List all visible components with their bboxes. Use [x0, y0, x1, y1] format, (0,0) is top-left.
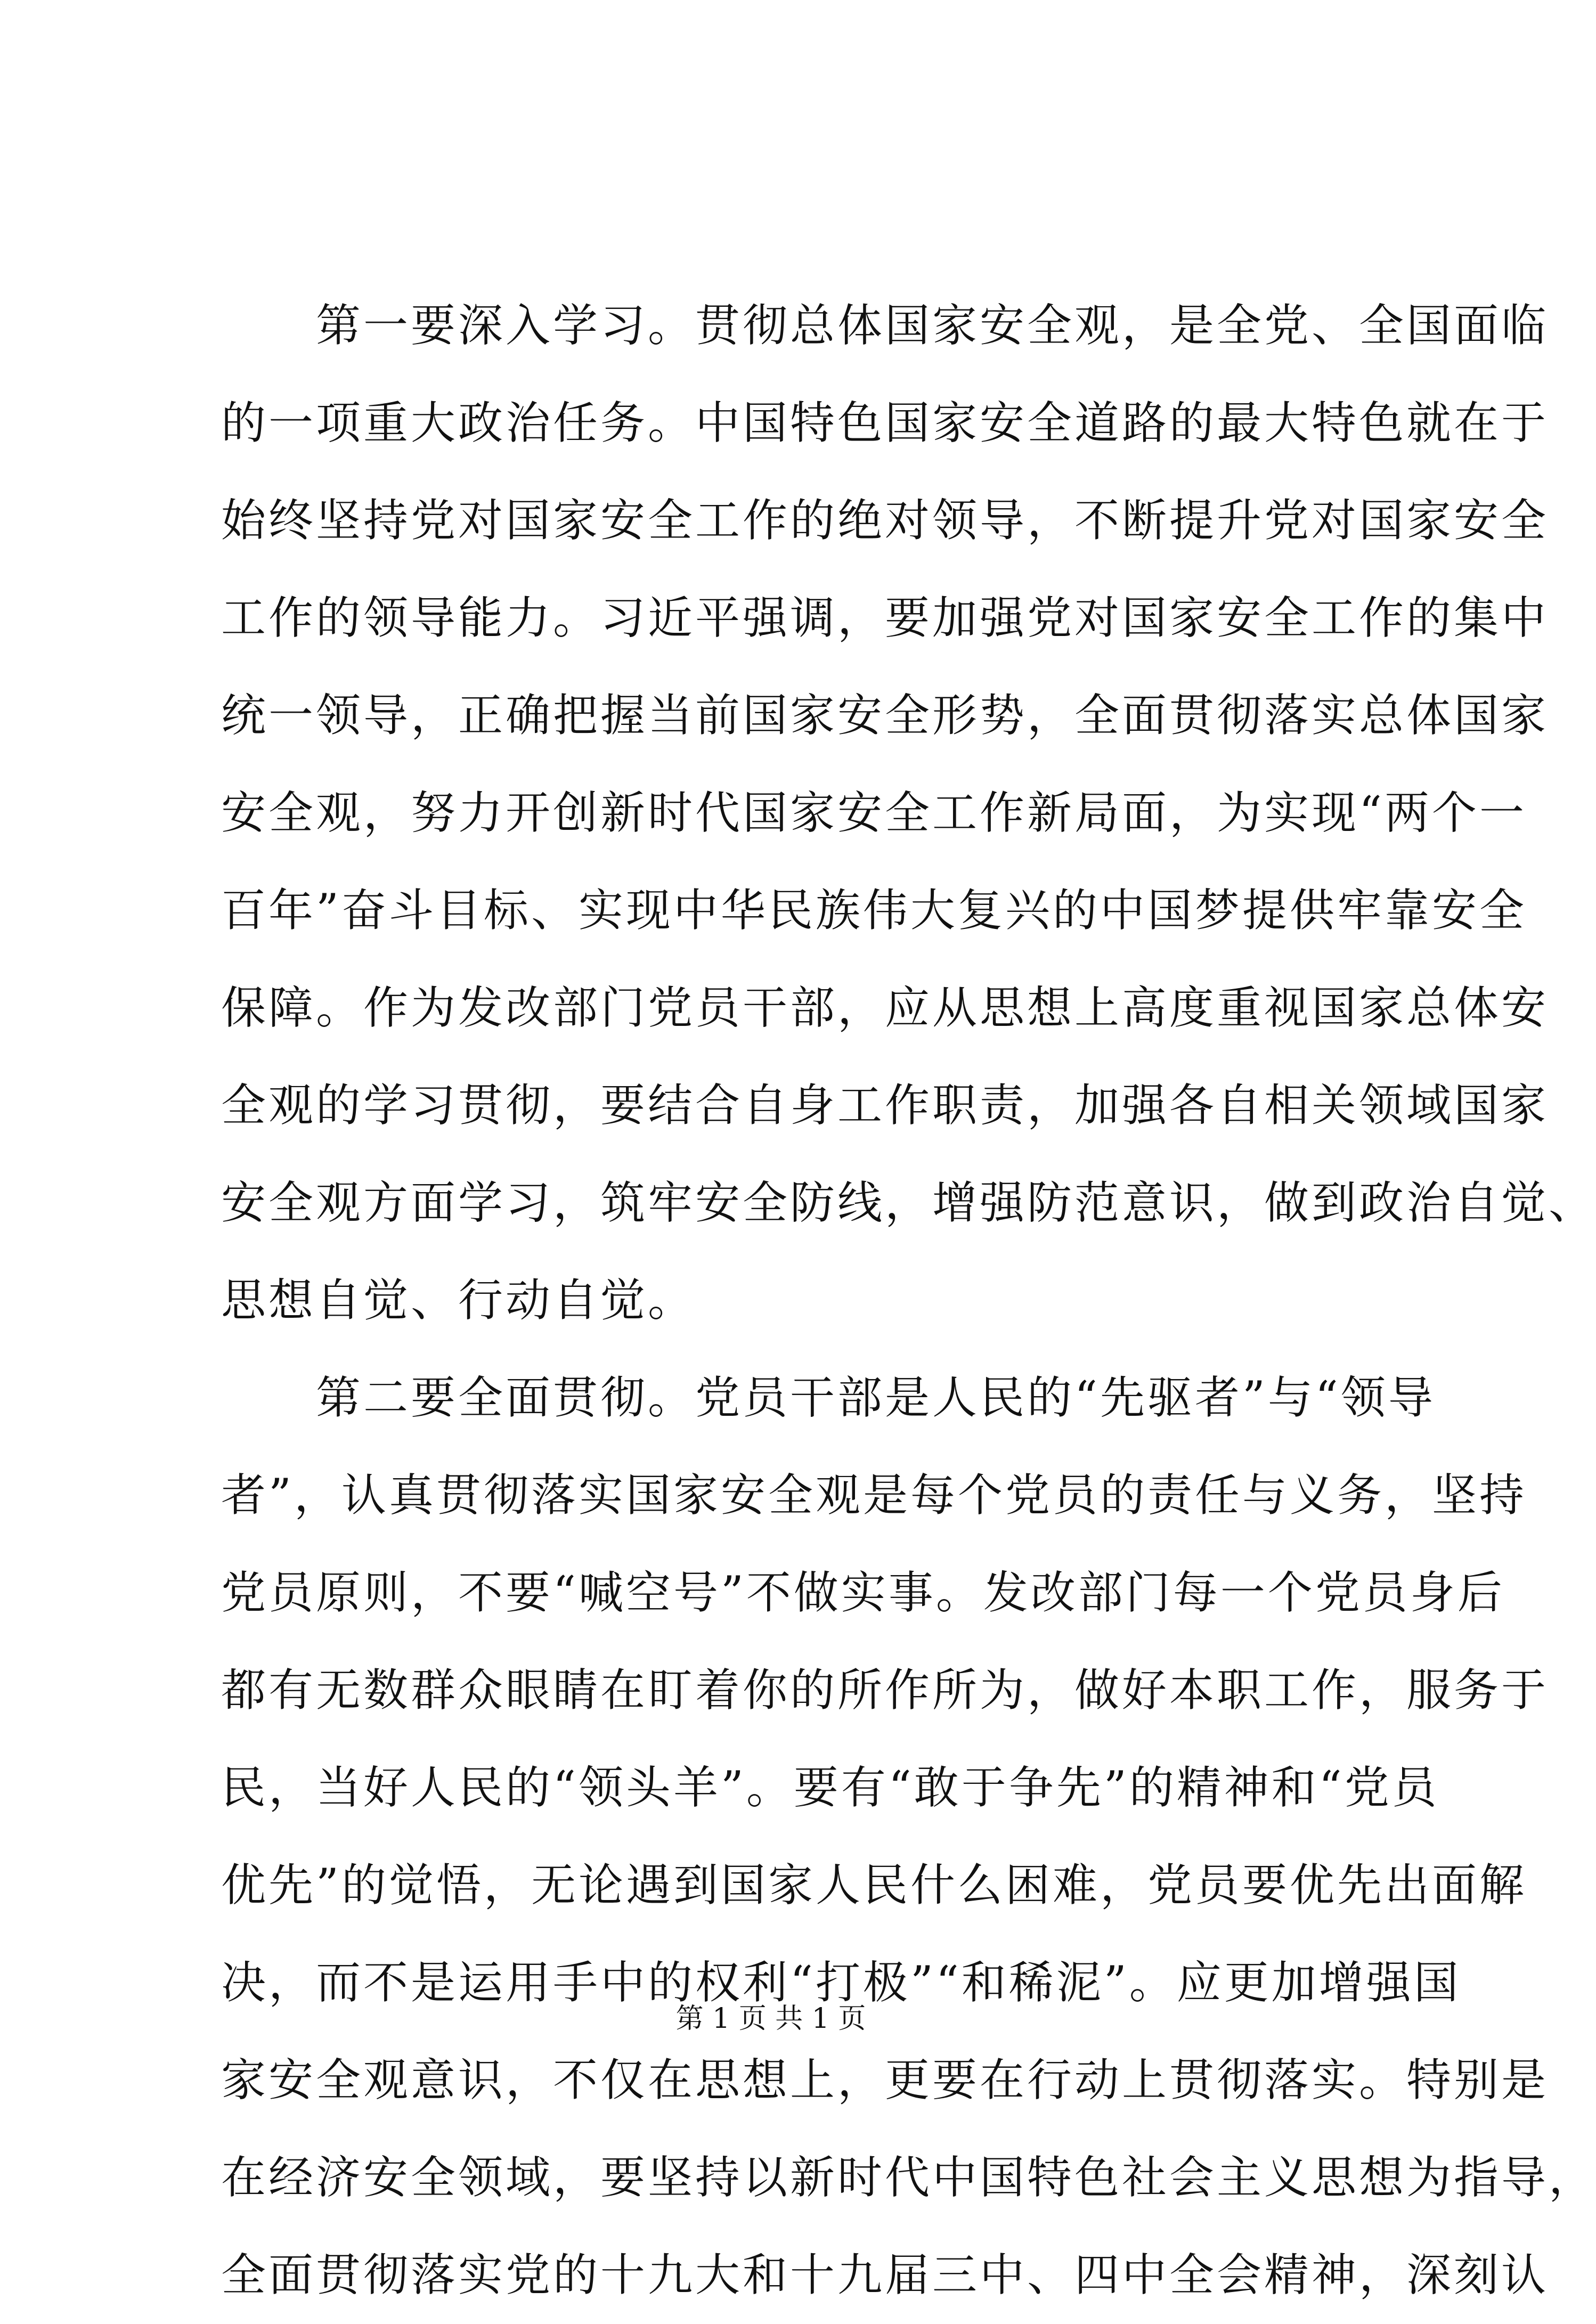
- text-line: 思想自觉、行动自觉。: [221, 1274, 696, 1326]
- page-number: 第 1 页 共 1 页: [675, 2003, 866, 2035]
- paragraph-2: [221, 1349, 1596, 2324]
- text-line: 全观的学习贯彻，要结合自身工作职责，加强各自相关领域国家: [221, 1079, 1549, 1131]
- text-line: 党员原则，不要“喊空号”不做实事。发改部门每一个党员身后: [221, 1567, 1505, 1619]
- text-line: 全面贯彻落实党的十九大和十九届三中、四中全会精神，深刻认: [221, 2249, 1549, 2301]
- page-footer: [0, 2000, 1542, 2037]
- text-line: 第一要深入学习。贯彻总体国家安全观，是全党、全国面临: [221, 299, 1549, 352]
- text-line: 安全观，努力开创新时代国家安全工作新局面，为实现“两个一: [221, 787, 1527, 839]
- text-line: 民，当好人民的“领头羊”。要有“敢于争先”的精神和“党员: [221, 1762, 1439, 1814]
- text-line: 家安全观意识，不仅在思想上，更要在行动上贯彻落实。特别是: [221, 2054, 1549, 2106]
- paragraph-1: [221, 277, 1596, 1349]
- text-line: 优先”的觉悟，无论遇到国家人民什么困难，党员要优先出面解: [221, 1859, 1527, 1911]
- text-line: 决，而不是运用手中的权利“打极”“和稀泥”。应更加增强国: [221, 1956, 1461, 2009]
- text-line: 保障。作为发改部门党员干部，应从思想上高度重视国家总体安: [221, 982, 1549, 1034]
- text-line: 工作的领导能力。习近平强调，要加强党对国家安全工作的集中: [221, 592, 1549, 644]
- text-line: 的一项重大政治任务。中国特色国家安全道路的最大特色就在于: [221, 397, 1549, 449]
- text-line: 在经济安全领域，要坚持以新时代中国特色社会主义思想为指导，: [221, 2151, 1596, 2204]
- text-line: 者”，认真贯彻落实国家安全观是每个党员的责任与义务，坚持: [221, 1469, 1527, 1521]
- text-line: 统一领导，正确把握当前国家安全形势，全面贯彻落实总体国家: [221, 689, 1549, 741]
- text-line: 安全观方面学习，筑牢安全防线，增强防范意识，做到政治自觉、: [221, 1177, 1596, 1229]
- text-line: 第二要全面贯彻。党员干部是人民的“先驱者”与“领导: [221, 1372, 1436, 1424]
- text-line: 百年”奋斗目标、实现中华民族伟大复兴的中国梦提供牢靠安全: [221, 884, 1527, 936]
- text-line: 始终坚持党对国家安全工作的绝对领导，不断提升党对国家安全: [221, 494, 1549, 547]
- text-line: 都有无数群众眼睛在盯着你的所作所为，做好本职工作，服务于: [221, 1664, 1549, 1716]
